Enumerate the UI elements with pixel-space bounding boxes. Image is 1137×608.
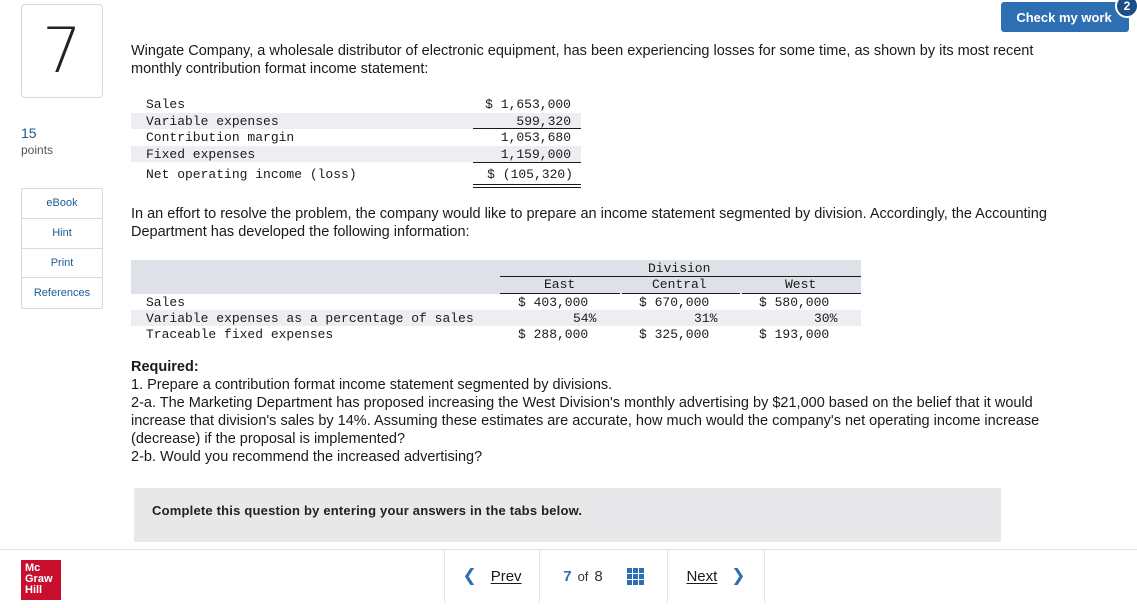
total-double-underline-top [473,184,581,185]
income-row-sales [131,96,581,113]
question-number-box [21,4,103,98]
references-link[interactable]: References [33,287,91,300]
row-label: Net operating income (loss) [146,167,357,182]
column-header-central: Central [652,277,707,292]
check-attempts-badge: 2 [1115,0,1137,18]
column-rule-central [622,293,740,294]
column-header-east: East [544,277,576,292]
cell-west: $ 580,000 [759,295,830,310]
grid-icon[interactable] [627,568,644,585]
page-of-label: of [577,568,589,584]
cell-central: $ 670,000 [639,295,710,310]
logo-line: Mc [25,562,41,574]
income-row-fixed-expenses [131,146,581,163]
income-row-contribution-margin [131,129,581,146]
row-value: 599,320 [516,113,571,129]
cell-west: 30% [814,311,838,326]
division-table [131,260,861,342]
row-value: $ (105,320) [487,167,573,182]
required-item-2b: 2-b. Would you recommend the increased advertising? [131,449,483,465]
cell-central: 31% [694,311,718,326]
cell-east: $ 403,000 [518,295,589,310]
effort-text: In an effort to resolve the problem, the company would like to prepare an income statement segmented by division. Accordingly, the Accounting Department has developed the following information: [131,206,1047,240]
required-title: Required: [131,359,199,375]
ebook-link[interactable]: eBook [22,189,102,219]
subtotal-underline [473,162,581,163]
row-label: Contribution margin [146,130,295,145]
column-rule-west [742,293,861,294]
required-section [131,358,1081,466]
prev-label[interactable]: Prev [490,567,522,585]
row-label: Traceable fixed expenses [146,327,334,342]
instruction-text: Complete this question by entering your answers in the tabs below. [152,503,583,518]
total-pages: 8 [594,567,603,585]
division-row-variable-pct [131,310,861,326]
points-label: points [21,143,54,157]
cell-east: 54% [573,311,597,326]
required-item-1: 1. Prepare a contribution format income statement segmented by divisions. [131,377,613,393]
required-item-2a: 2-a. The Marketing Department has proposed increasing the West Division's monthly advertising by $21,000 based on the belief that it would increase that division's sales by 14%. Assuming these estimates are accurate, how much would the company's net operating income increase (decrease) if the proposal is implemented? [131,395,1040,447]
points-value: 15 [21,125,37,141]
page-indicator[interactable] [540,549,668,603]
cell-west: $ 193,000 [759,327,830,342]
row-value: 1,053,680 [500,130,571,145]
intro-text: Wingate Company, a wholesale distributor of electronic equipment, has been experiencing losses for some time, as shown by its most recent monthly contribution format income statement: [131,43,1034,77]
question-number: 7 [42,14,82,87]
chevron-right-icon: ❯ [731,566,746,585]
print-link[interactable]: Print [22,249,102,279]
current-page: 7 [563,567,572,585]
column-header-west: West [785,277,817,292]
column-rule-east [500,293,620,294]
cell-central: $ 325,000 [639,327,710,342]
row-label: Sales [146,97,186,112]
division-table-header [131,260,861,294]
division-group-header: Division [648,261,711,276]
division-row-sales [131,294,861,310]
row-label: Variable expenses [146,113,279,129]
cell-east: $ 288,000 [518,327,589,342]
total-double-underline-bottom [473,187,581,188]
check-my-work-button[interactable]: Check my work [1001,2,1129,32]
hint-link[interactable]: Hint [22,219,102,249]
logo-line: Hill [25,584,43,596]
logo-line: Graw [25,573,53,585]
chevron-left-icon: ❮ [462,566,477,585]
next-label[interactable]: Next [686,567,718,585]
row-value: 1,159,000 [500,146,571,162]
division-row-traceable-fixed [131,326,861,342]
prev-button[interactable] [444,549,540,603]
side-menu [21,188,103,309]
row-label: Fixed expenses [146,146,256,162]
income-row-variable-expenses [131,113,581,130]
next-button[interactable] [668,549,765,603]
row-label: Variable expenses as a percentage of sales [146,311,474,326]
row-label: Sales [146,295,186,310]
mcgraw-hill-logo [21,560,61,600]
row-value: $ 1,653,000 [485,97,571,112]
income-row-net-operating-income [131,166,581,183]
instruction-banner [134,488,1001,542]
